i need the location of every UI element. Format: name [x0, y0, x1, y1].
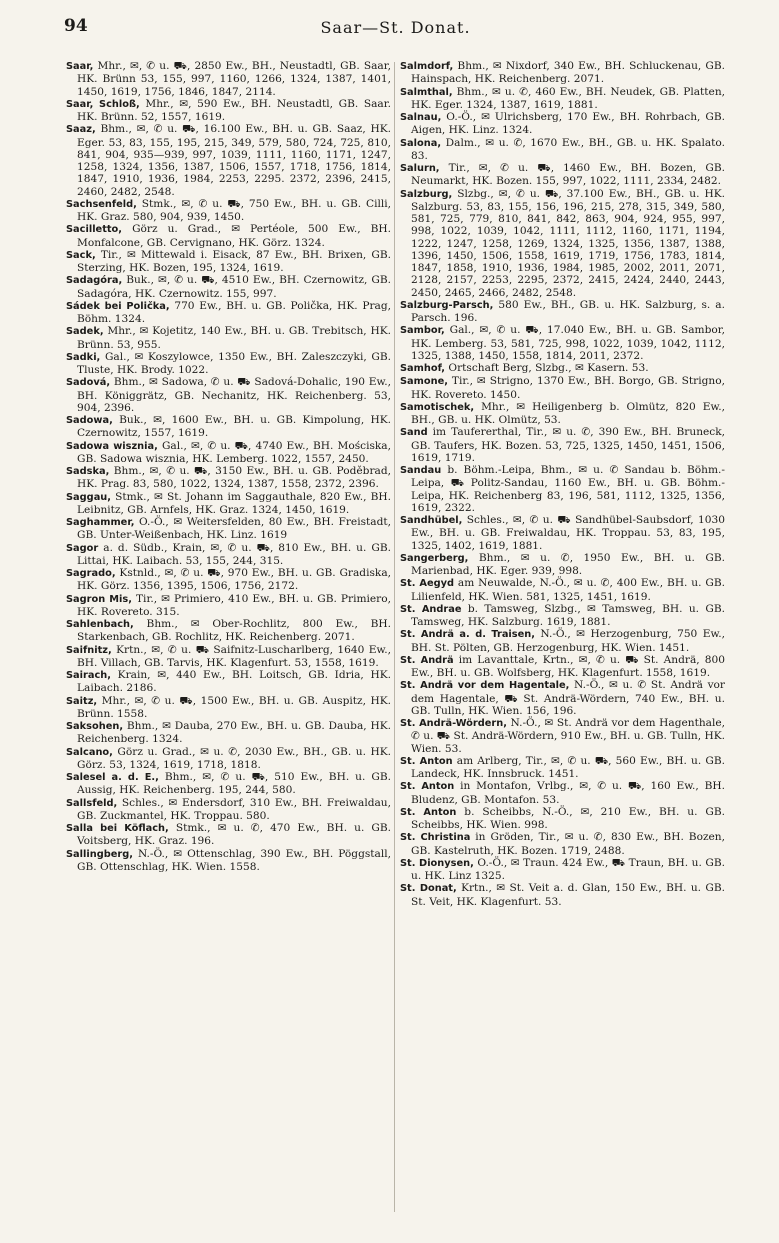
place-details: Bhm., ✉ Ober-Rochlitz, 800 Ew., BH. Starkenbach, GB. Rochlitz, HK. Reichenberg. 2071. — [77, 618, 391, 644]
place-details: Gal., ✉, ✆ u. ⛟, 17.040 Ew., BH. u. GB. Sambor, HK. Lemberg. 53, 581, 725, 998, 1022, 1039, 1042, 1112, 1325, 1388, 1450, 1558, 1814, 2011, 2372. — [411, 324, 725, 362]
place-name: Sádek bei Polička, — [66, 300, 170, 312]
place-name: Samhof, — [400, 363, 446, 374]
page-number: 94 — [64, 16, 88, 36]
place-details: N.-Ö., ✉ Herzogenburg, 750 Ew., BH. St. Pölten, GB. Herzogenburg, HK. Wien. 1451. — [411, 628, 725, 654]
place-details: Stmk., ✉ u. ✆, 470 Ew., BH. u. GB. Voitsberg, HK. Graz. 196. — [77, 822, 391, 848]
place-details: im Lavanttale, Krtn., ✉, ✆ u. ⛟ St. Andrä, 800 Ew., BH. u. GB. Wolfsberg, HK. Klagenfurt. 1558, 1619. — [411, 653, 725, 679]
place-details: Ortschaft Berg, Slzbg., ✉ Kasern. 53. — [448, 362, 649, 374]
place-name: Saghammer, — [66, 517, 135, 528]
place-entry — [66, 695, 391, 721]
place-details: Bhm., ✉, ✆ u. ⛟, 510 Ew., BH. u. GB. Aussig, HK. Reichenberg. 195, 244, 580. — [77, 771, 391, 797]
place-details: Bhm., ✉ u. ✆, 460 Ew., BH. Neudek, GB. Platten, HK. Eger. 1324, 1387, 1619, 1881. — [411, 85, 726, 111]
place-details: Dalm., ✉ u. ✆, 1670 Ew., BH., GB. u. HK. Spalato. 83. — [411, 136, 725, 162]
place-entry — [66, 123, 391, 198]
place-details: am Arlberg, Tir., ✉, ✆ u. ⛟, 560 Ew., BH. u. GB. Landeck, HK. Innsbruck. 1451. — [411, 754, 725, 780]
place-entry — [400, 375, 725, 401]
place-entry — [66, 848, 391, 874]
place-entry — [400, 86, 725, 112]
place-details: Buk., ✉, ✆ u. ⛟, 4510 Ew., BH. Czernowitz, GB. Sadagóra, HK. Czernowitz. 155, 997. — [77, 274, 392, 300]
place-name: St. Andrä a. d. Traisen, — [400, 629, 535, 641]
place-name: Saitz, — [66, 695, 98, 707]
place-details: Bhm., ✉ Nixdorf, 340 Ew., BH. Schluckenau, GB. Hainspach, HK. Reichenberg. 2071. — [411, 60, 725, 86]
place-name: Saifnitz, — [66, 644, 112, 656]
place-name: Sack, — [66, 249, 96, 261]
place-entry — [66, 198, 391, 224]
place-entry — [400, 603, 725, 629]
place-details: Bhm., ✉, ✆ u. ⛟, 16.100 Ew., BH. u. GB. Saaz, HK. Eger. 53, 83, 155, 195, 215, 349, 579, 580, 724, 725, 810, 841, 904, 935—939, 997, 1039, 1111, 1160, 1171, 1247, 1258, 1324, 1356, 1387, 1506, 1557, 1718, 1756, 1814, 1847, 1910, 1936, 1984, 2253, 2295. 2372, 2396, 2415, 2460, 2482, 2548. — [77, 123, 391, 198]
place-details: Görz u. Grad., ✉ Pertéole, 500 Ew., BH. Monfalcone, GB. Cervignano, HK. Görz. 1324. — [77, 223, 391, 249]
place-name: Salesel a. d. E., — [66, 772, 159, 783]
place-details: am Neuwalde, N.-Ö., ✉ u. ✆, 400 Ew., BH. u. GB. Lilienfeld, HK. Wien. 581, 1325, 1451, 1619. — [411, 577, 725, 603]
place-name: Sagrado, — [66, 568, 116, 579]
place-name: Salona, — [400, 137, 442, 149]
place-entry — [400, 137, 725, 163]
place-entry — [66, 491, 391, 517]
place-details: Tir., ✉ Mittewald i. Eisack, 87 Ew., BH. Brixen, GB. Sterzing, HK. Bozen, 195, 1324, 1619. — [77, 248, 391, 274]
place-entry — [66, 516, 391, 542]
place-entry — [400, 426, 725, 464]
place-name: Sadska, — [66, 466, 110, 477]
place-name: Sacilletto, — [66, 224, 123, 236]
place-entry — [400, 188, 725, 299]
place-entry — [400, 464, 725, 514]
place-details: Schles., ✉, ✆ u. ⛟ Sandhübel-Saubsdorf, 1030 Ew., BH. u. GB. Freiwaldau, HK. Troppau. 53, 83, 195, 1325, 1402, 1619, 1881. — [411, 514, 725, 552]
place-details: in Montafon, Vrlbg., ✉, ✆ u. ⛟, 160 Ew., BH. Bludenz, GB. Montafon. 53. — [411, 780, 725, 806]
place-name: Sadagóra, — [66, 275, 123, 287]
place-entry — [66, 822, 391, 848]
place-entry — [400, 882, 725, 908]
place-entry — [66, 593, 391, 619]
place-name: St. Donat, — [400, 883, 457, 895]
place-entry — [400, 831, 725, 857]
place-details: N.-Ö., ✉ St. Andrä vor dem Hagenthale, ✆ u. ⛟ St. Andrä-Wördern, 910 Ew., BH. u. GB. Tulln, HK. Wien. 53. — [411, 717, 726, 755]
place-name: Salla bei Köflach, — [66, 823, 169, 834]
place-entry — [400, 401, 725, 427]
place-name: Saggau, — [66, 491, 111, 503]
place-details: O.-Ö., ✉ Ulrichsberg, 170 Ew., BH. Rohrbach, GB. Aigen, HK. Linz. 1324. — [411, 111, 725, 137]
place-name: Salcano, — [66, 746, 113, 758]
place-details: Krtn., ✉, ✆ u. ⛟ Saifnitz-Luscharlberg, 1640 Ew., BH. Villach, GB. Tarvis, HK. Klagenfurt. 53, 1558, 1619. — [77, 643, 391, 669]
place-entry — [66, 797, 391, 823]
place-entry — [66, 351, 391, 377]
place-name: Sachsenfeld, — [66, 198, 137, 210]
place-details: Tir., ✉ Primiero, 410 Ew., BH. u. GB. Primiero, HK. Rovereto. 315. — [77, 592, 391, 618]
place-entry — [66, 542, 391, 568]
place-name: Saksohen, — [66, 721, 124, 732]
place-name: St. Anton — [400, 806, 457, 818]
place-entry — [400, 162, 725, 188]
place-name: Salzburg, — [400, 188, 453, 200]
place-entry — [400, 362, 725, 375]
place-entry — [66, 414, 391, 440]
place-name: Sandhübel, — [400, 515, 463, 526]
place-details: Slzbg., ✉, ✆ u. ⛟, 37.100 Ew., BH., GB. u. HK. Salzburg. 53, 83, 155, 156, 196, 215, 278, 315, 349, 580, 581, 725, 779, 810, 841, 842, 863, 904, 924, 955, 997, 998, 1022, 1039, 1042, 1111, 1112, 1160, 1171, 1194, 1222, 1247, 1258, 1269, 1324, 1325, 1356, 1387, 1388, 1396, 1450, 1506, 1558, 1619, 1719, 1756, 1783, 1814, 1847, 1858, 1910, 1936, 1984, 1985, 2002, 2011, 2071, 2128, 2157, 2253, 2295, 2372, 2415, 2424, 2440, 2443, 2450, 2465, 2466, 2482, 2548. — [411, 187, 725, 299]
place-details: O.-Ö., ✉ Weitersfelden, 80 Ew., BH. Freistadt, GB. Unter-Weißenbach, HK. Linz. 1619 — [77, 516, 391, 542]
place-name: St. Christina — [400, 832, 471, 844]
place-details: Krain, ✉, 440 Ew., BH. Loitsch, GB. Idria, HK. Laibach. 2186. — [77, 669, 391, 695]
place-details: Mhr., ✉ Kojetitz, 140 Ew., BH. u. GB. Trebitsch, HK. Brünn. 53, 955. — [77, 325, 391, 351]
place-name: Samotischek, — [400, 401, 475, 413]
place-name: Salurn, — [400, 163, 440, 174]
place-details: Mhr., ✉, 590 Ew., BH. Neustadtl, GB. Saar. HK. Brünn. 52, 1557, 1619. — [77, 97, 391, 123]
place-details: Stmk., ✉ St. Johann im Saggauthale, 820 Ew., BH. Leibnitz, GB. Arnfels, HK. Graz. 1324, 1450, 1619. — [77, 490, 391, 516]
place-entry — [400, 755, 725, 781]
running-title: Saar—St. Donat. — [320, 18, 471, 37]
place-name: Sadowa wisznia, — [66, 440, 158, 452]
place-name: Sahlenbach, — [66, 619, 134, 630]
place-entry — [66, 440, 391, 466]
place-name: St. Andrae — [400, 603, 462, 615]
place-name: Sadki, — [66, 351, 101, 363]
place-details: Tir., ✉, ✆ u. ⛟, 1460 Ew., BH. Bozen, GB. Neumarkt, HK. Bozen. 155, 997, 1022, 1111, 2334, 2482. — [411, 162, 725, 188]
place-name: St. Andrä vor dem Hagentale, — [400, 680, 570, 692]
place-entry — [400, 324, 725, 362]
place-entry — [66, 376, 391, 414]
place-name: Sadek, — [66, 326, 104, 338]
place-details: Bhm., ✉ u. ✆, 1950 Ew., BH. u. GB. Marienbad, HK. Eger. 939, 998. — [411, 551, 725, 577]
place-details: Mhr., ✉, ✆ u. ⛟, 2850 Ew., BH., Neustadtl, GB. Saar, HK. Brünn 53, 155, 997, 1160, 1266, 1324, 1387, 1401, 1450, 1619, 1756, 1846, 1847, 2114. — [77, 60, 391, 98]
place-name: Sagron Mis, — [66, 593, 132, 605]
place-entry — [400, 654, 725, 680]
place-entry — [400, 806, 725, 832]
place-entry — [66, 618, 391, 644]
place-entry — [66, 669, 391, 695]
place-name: Salmdorf, — [400, 61, 454, 72]
place-details: Mhr., ✉, ✆ u. ⛟, 1500 Ew., BH. u. GB. Auspitz, HK. Brünn. 1558. — [77, 694, 391, 720]
place-details: Krtn., ✉ St. Veit a. d. Glan, 150 Ew., BH. u. GB. St. Veit, HK. Klagenfurt. 53. — [411, 882, 725, 908]
place-details: a. d. Südb., Krain, ✉, ✆ u. ⛟, 810 Ew., BH. u. GB. Littai, HK. Laibach. 53, 155, 244, 315. — [77, 541, 391, 567]
place-name: Sangerberg, — [400, 552, 469, 564]
place-name: Sallingberg, — [66, 848, 133, 860]
place-details: Tir., ✉ Strigno, 1370 Ew., BH. Borgo, GB. Strigno, HK. Rovereto. 1450. — [411, 375, 725, 401]
place-name: Sadowa, — [66, 415, 113, 426]
place-entry — [400, 679, 725, 717]
place-entry — [66, 746, 391, 772]
place-entry — [66, 720, 391, 746]
place-entry — [66, 325, 391, 351]
place-details: 770 Ew., BH. u. GB. Polička, HK. Prag, Böhm. 1324. — [77, 299, 391, 325]
place-name: Saaz, — [66, 124, 96, 136]
place-name: Salnau, — [400, 112, 442, 123]
place-entry — [400, 514, 725, 552]
place-name: St. Andrä — [400, 654, 454, 666]
place-name: Samone, — [400, 376, 448, 388]
place-details: b. Böhm.-Leipa, Bhm., ✉ u. ✆ Sandau b. Böhm.-Leipa, ⛟ Politz-Sandau, 1160 Ew., BH. u. GB. Böhm.-Leipa, HK. Reichenberg 83, 196, 581, 1112, 1325, 1356, 1619, 2322. — [411, 464, 725, 514]
place-entry — [400, 299, 725, 325]
place-name: Salzburg-Parsch, — [400, 299, 494, 311]
place-details: b. Scheibbs, N.-Ö., ✉, 210 Ew., BH. u. GB. Scheibbs, HK. Wien. 998. — [411, 805, 725, 831]
place-details: Gal., ✉ Koszylowce, 1350 Ew., BH. Zaleszczyki, GB. Tluste, HK. Brody. 1022. — [77, 350, 391, 376]
place-entry — [66, 300, 391, 326]
place-details: Schles., ✉ Endersdorf, 310 Ew., BH. Freiwaldau, GB. Zuckmantel, HK. Troppau. 580. — [77, 796, 391, 822]
place-entry — [400, 111, 725, 137]
place-name: Sallsfeld, — [66, 797, 118, 809]
place-name: St. Andrä-Wördern, — [400, 718, 507, 729]
place-name: St. Aegyd — [400, 578, 455, 590]
place-entry — [400, 60, 725, 86]
place-details: in Gröden, Tir., ✉ u. ✆, 830 Ew., BH. Bozen, GB. Kastelruth, HK. Bozen. 1719, 2488. — [411, 831, 726, 857]
place-entry — [66, 223, 391, 249]
left-column — [66, 60, 391, 873]
place-entry — [66, 465, 391, 491]
place-entry — [400, 717, 725, 755]
place-entry — [66, 771, 391, 797]
place-entry — [66, 98, 391, 124]
place-details: Bhm., ✉ Dauba, 270 Ew., BH. u. GB. Dauba, HK. Reichenberg. 1324. — [77, 720, 391, 746]
place-details: Buk., ✉, 1600 Ew., BH. u. GB. Kimpolung, HK. Czernowitz, 1557, 1619. — [77, 414, 392, 440]
place-name: Sand — [400, 427, 428, 439]
place-entry — [400, 857, 725, 883]
right-column — [400, 60, 725, 908]
place-entry — [66, 567, 391, 593]
place-name: Saar, — [66, 61, 94, 72]
place-name: Sairach, — [66, 670, 111, 681]
place-name: Saar, Schloß, — [66, 98, 140, 110]
place-name: Sambor, — [400, 325, 445, 337]
place-details: Görz u. Grad., ✉ u. ✆, 2030 Ew., BH., GB. u. HK. Görz. 53, 1324, 1619, 1718, 1818. — [77, 745, 391, 771]
place-name: St. Anton — [400, 781, 455, 793]
place-name: Sadová, — [66, 377, 111, 389]
place-details: im Taufererthal, Tir., ✉ u. ✆, 390 Ew., BH. Bruneck, GB. Taufers, HK. Bozen. 53, 725, 1325, 1450, 1451, 1506, 1619, 1719. — [411, 426, 726, 464]
place-details: N.-Ö., ✉ Ottenschlag, 390 Ew., BH. Pöggstall, GB. Ottenschlag, HK. Wien. 1558. — [77, 847, 392, 873]
place-details: N.-Ö., ✉ u. ✆ St. Andrä vor dem Hagentale, ⛟ St. Andrä-Wördern, 740 Ew., BH. u. GB. Tulln, HK. Wien. 156, 196. — [411, 679, 726, 717]
place-entry — [400, 628, 725, 654]
place-entry — [400, 552, 725, 578]
place-name: St. Anton — [400, 755, 453, 767]
place-details: Kstnld., ✉, ✆ u. ⛟, 970 Ew., BH. u. GB. Gradiska, HK. Görz. 1356, 1395, 1506, 1756, 2172. — [77, 567, 391, 593]
place-details: b. Tamsweg, Slzbg., ✉ Tamsweg, BH. u. GB. Tamsweg, HK. Salzburg. 1619, 1881. — [411, 602, 725, 628]
place-entry — [66, 60, 391, 98]
place-details: Mhr., ✉ Heiligenberg b. Olmütz, 820 Ew., BH., GB. u. HK. Olmütz, 53. — [411, 400, 725, 426]
page-header — [64, 16, 727, 42]
place-entry — [400, 577, 725, 603]
place-entry — [66, 274, 391, 300]
place-details: O.-Ö., ✉ Traun. 424 Ew., ⛟ Traun, BH. u. GB. u. HK. Linz 1325. — [411, 856, 725, 882]
place-name: St. Dionysen, — [400, 857, 474, 869]
place-entry — [400, 780, 725, 806]
place-details: Gal., ✉, ✆ u. ⛟, 4740 Ew., BH. Mościska, GB. Sadowa wisznia, HK. Lemberg. 1022, 1557, 2450. — [77, 439, 391, 465]
column-divider — [394, 62, 395, 1212]
place-details: Stmk., ✉, ✆ u. ⛟, 750 Ew., BH. u. GB. Cilli, HK. Graz. 580, 904, 939, 1450. — [77, 197, 391, 223]
place-details: Bhm., ✉, ✆ u. ⛟, 3150 Ew., BH. u. GB. Poděbrad, HK. Prag. 83, 580, 1022, 1324, 1387, 1558, 2372, 2396. — [77, 465, 391, 491]
place-entry — [66, 249, 391, 275]
place-name: Sagor — [66, 542, 99, 554]
place-details: Bhm., ✉ Sadowa, ✆ u. ⛟ Sadová-Dohalic, 190 Ew., BH. Königgrätz, GB. Nechanitz, HK. Reichenberg. 53, 904, 2396. — [77, 376, 392, 414]
place-entry — [66, 644, 391, 670]
place-name: Salmthal, — [400, 86, 453, 98]
place-name: Sandau — [400, 465, 442, 476]
place-details: 580 Ew., BH., GB. u. HK. Salzburg, s. a. Parsch. 196. — [411, 298, 725, 324]
